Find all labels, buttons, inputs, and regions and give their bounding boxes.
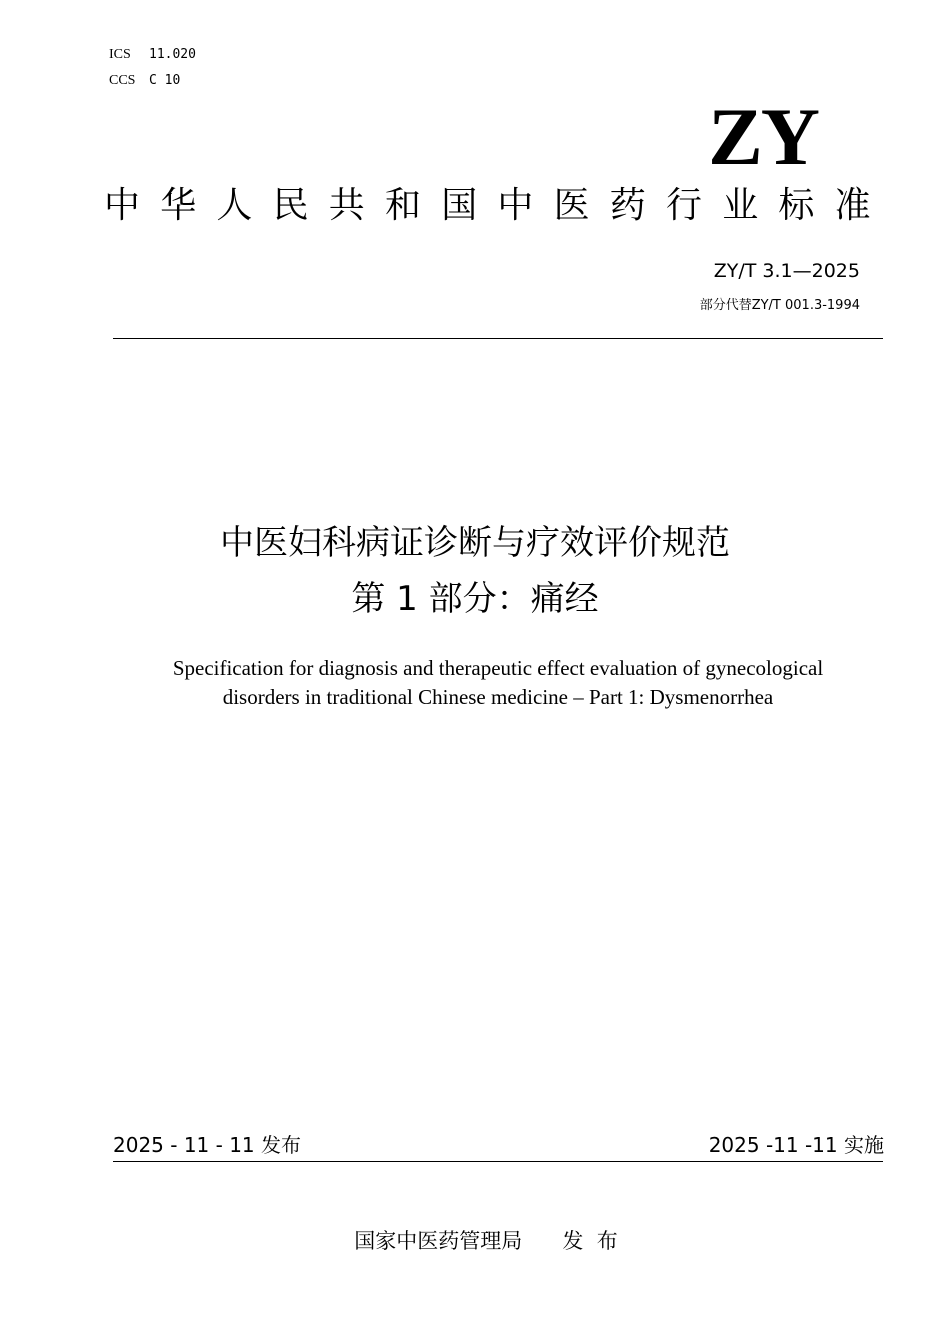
title-english-line2: disorders in traditional Chinese medicine – Part 1: Dysmenorrhea [222, 685, 774, 709]
issuer: 国家中医药管理局 发 布 [354, 1229, 618, 1253]
standard-code: ZY/T 3.1—2025 [713, 260, 860, 282]
top-divider [113, 338, 883, 339]
title-chinese-line2: 第 1 部分：痛经 [351, 579, 599, 619]
ics-classification [109, 46, 196, 64]
ccs-value: C 10 [149, 73, 181, 88]
zy-logo: ZY [708, 91, 818, 182]
ccs-classification [109, 72, 180, 90]
replaces-note: 部分代替ZY/T 001.3-1994 [699, 298, 860, 313]
publish-date: 2025 - 11 - 11 发布 [113, 1133, 302, 1157]
title-english-line1: Specification for diagnosis and therapeutic effect evaluation of gynecological [172, 656, 824, 680]
title-chinese-line1: 中医妇科病证诊断与疗效评价规范 [220, 523, 730, 563]
standard-type-title: 中华人民共和国中医药行业标准 [104, 185, 891, 226]
ics-label: ICS [109, 47, 131, 62]
effective-date: 2025 -11 -11 实施 [708, 1133, 884, 1157]
ics-value: 11.020 [149, 47, 196, 62]
bottom-divider [113, 1161, 883, 1162]
ccs-label: CCS [109, 73, 136, 88]
